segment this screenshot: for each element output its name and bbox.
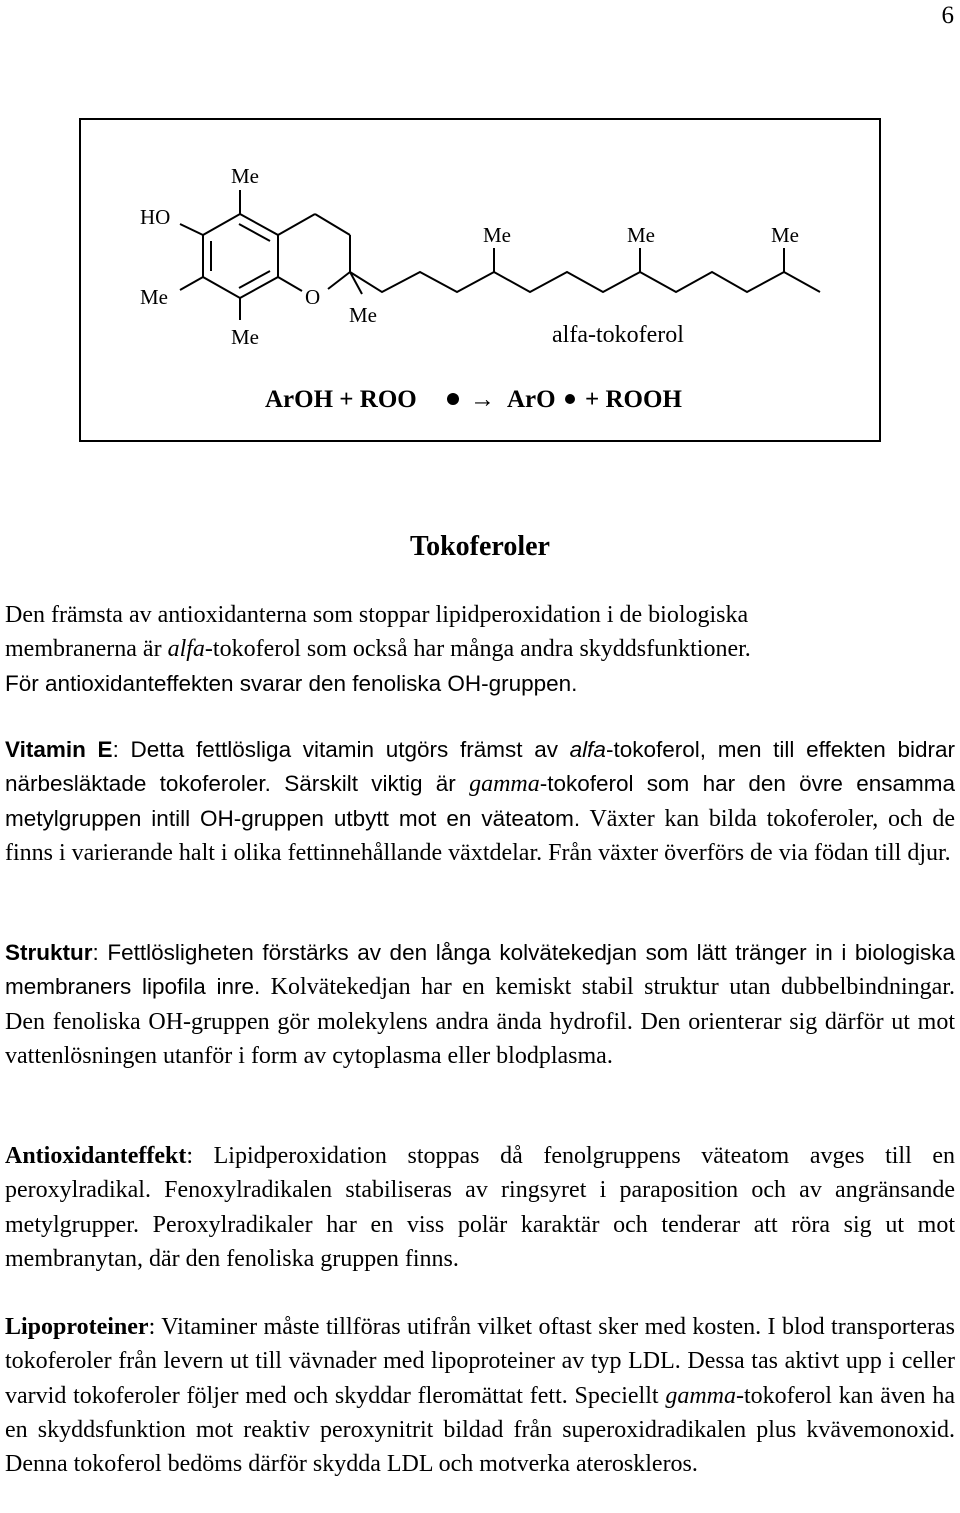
struktur-separator: : <box>92 940 108 965</box>
intro-line-3: För antioxidanteffekten svarar den fenoliska OH-gruppen. <box>5 670 578 696</box>
lipoproteiner-separator: : <box>148 1314 162 1340</box>
antioxidanteffekt-paragraph <box>5 1139 955 1276</box>
intro-line-1: Den främsta av antioxidanterna som stoppar lipidperoxidation i de biologiska <box>5 602 749 628</box>
intro-line-2a: membranerna är <box>5 636 168 663</box>
radical-dot-phenoxyl <box>565 394 575 404</box>
lipoproteiner-label: Lipoproteiner <box>5 1314 149 1340</box>
antioxidanteffekt-separator: : <box>186 1143 214 1169</box>
lipoproteiner-paragraph <box>5 1310 955 1481</box>
struktur-label: Struktur <box>5 940 93 965</box>
intro-line-2-emphasis: alfa <box>167 636 205 663</box>
reaction-product-rooh: + ROOH <box>585 386 682 413</box>
vitamin-e-label: Vitamin E <box>5 737 113 762</box>
vitamin-e-text-4: -tokoferol som har den övre ensamma metylgruppen intill OH-gruppen utbytt mot en väteatom. <box>5 771 955 831</box>
reaction-arrow: → <box>470 386 495 413</box>
struktur-text-1: Fettlösligheten förstärks av den långa kolvätekedjan som lätt tränger in i biologiska membraners lipofila inre. <box>5 940 955 1000</box>
reaction-product-aro: ArO <box>507 386 556 413</box>
vitamin-e-text-5: Växter kan bilda tokoferoler, och de finns i varierande halt i olika fettinnehållande växtdelar. Från växter överförs de via födan till djur. <box>5 805 955 866</box>
page-number: 6 <box>941 2 954 29</box>
methyl-label-chain-2: Me <box>627 223 655 247</box>
antioxidanteffekt-label: Antioxidanteffekt <box>5 1143 187 1169</box>
intro-paragraph <box>5 598 955 701</box>
lipoproteiner-text-2: -tokoferol kan även ha en skyddsfunktion mot reaktiv peroxynitrit bildad från superoxidradikalen plus kvävemonoxid. Denna tokoferol bedöms därför skydda LDL och motverka ateroskleros. <box>5 1382 955 1478</box>
section-title: Tokoferoler <box>410 531 550 562</box>
vitamin-e-separator: : <box>112 737 131 762</box>
vitamin-e-emphasis-2: gamma <box>469 771 540 798</box>
struktur-text-2: Kolvätekedjan har en kemiskt stabil struktur utan dubbelbindningar. Den fenoliska OH-gruppen gör molekylens andra ända hydrofil. Den orienterar sig därför ut mot vattenlösningen utanför i form av cytoplasma eller blodplasma. <box>5 974 955 1069</box>
vitamin-e-text-1: Detta fettlösliga vitamin utgörs främst av <box>130 737 570 762</box>
hydroxyl-label: HO <box>140 205 171 229</box>
vitamin-e-text-3: Särskilt viktig är <box>270 771 470 797</box>
alfa-tokoferol-structure <box>81 120 883 444</box>
methyl-label-chain-1: Me <box>483 223 511 247</box>
radical-dot-peroxyl <box>447 393 459 405</box>
methyl-label-c2: Me <box>349 303 377 327</box>
vitamin-e-text-2: -tokoferol, men till effekten bidrar närbesläktade tokoferoler. <box>5 737 955 797</box>
reaction-reactants: ArOH + ROO <box>265 386 417 413</box>
antioxidanteffekt-text: Lipidperoxidation stoppas då fenolgruppens väteatom avges till en peroxylradikal. Fenoxylradikalen stabiliseras av ringsyret i paraposition och av angränsande metylgrupper. Peroxylradikaler har en viss polär karaktär och tenderar att röra sig ut mot membranytan, där den fenoliska gruppen finns. <box>5 1143 955 1272</box>
methyl-label-chain-3: Me <box>771 223 799 247</box>
methyl-label-left: Me <box>140 285 168 309</box>
ring-oxygen-label: O <box>305 285 321 309</box>
struktur-paragraph <box>5 936 955 1073</box>
figure-caption: alfa-tokoferol <box>552 322 684 348</box>
methyl-label-bottom: Me <box>231 325 259 349</box>
molecule-bonds <box>180 190 820 320</box>
vitamin-e-paragraph <box>5 733 955 870</box>
figure-box <box>79 118 881 442</box>
lipoproteiner-emphasis: gamma <box>665 1382 736 1409</box>
methyl-label-top: Me <box>231 164 259 188</box>
vitamin-e-emphasis-1: alfa <box>569 737 606 762</box>
intro-line-2b: -tokoferol som också har många andra skyddsfunktioner. <box>204 636 751 663</box>
lipoproteiner-text-1: Vitaminer måste tillföras utifrån vilket oftast sker med kosten. I blod transporteras tokoferoler från levern ut till vävnader med lipoproteiner av typ LDL. Dessa tas aktivt upp i celler varvid tokoferoler följer med och skyddar fleromättat fett. Speciellt <box>5 1314 956 1409</box>
